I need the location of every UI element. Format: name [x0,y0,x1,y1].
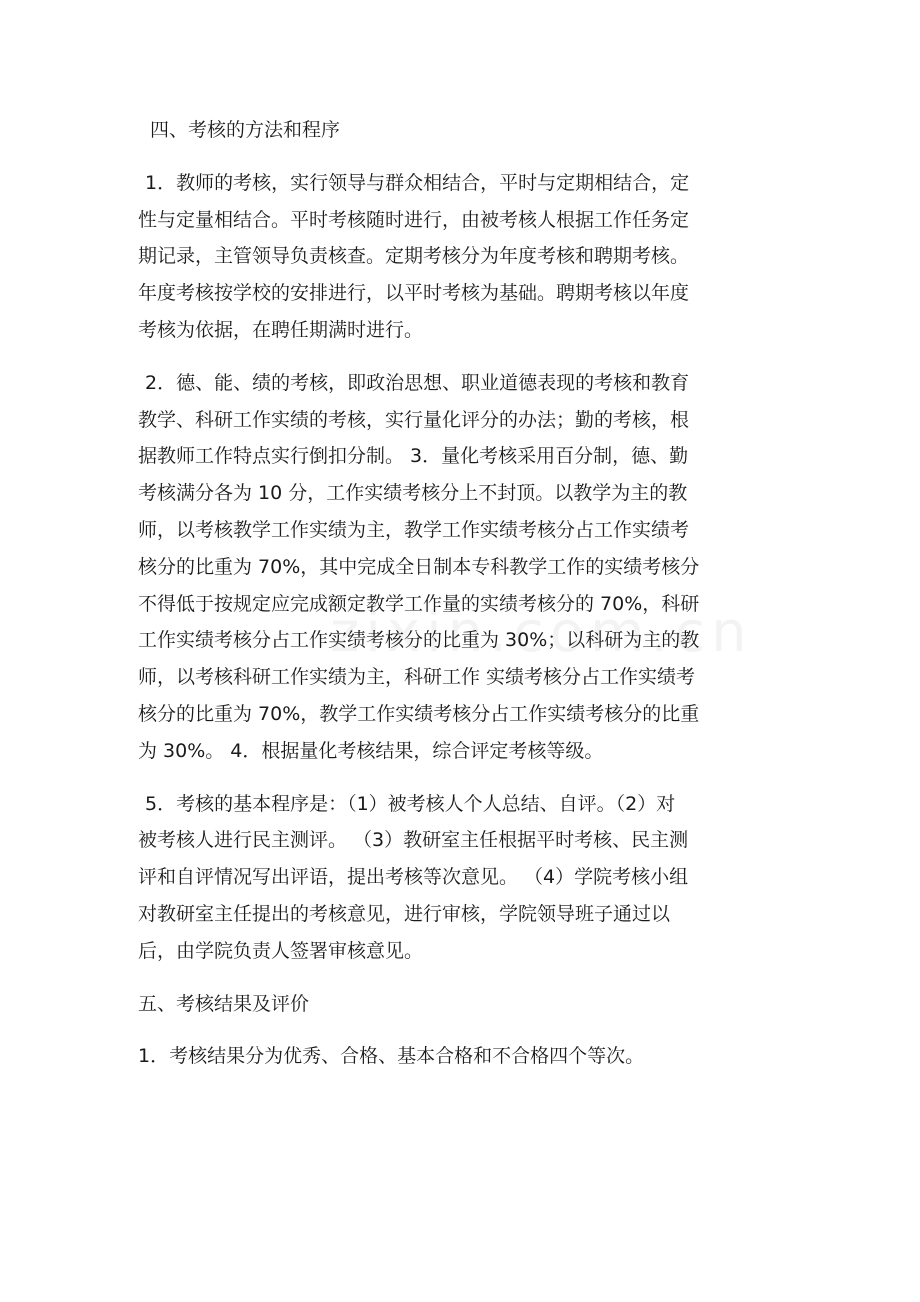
text-line: 对教研室主任提出的考核意见，进行审核，学院领导班子通过以 [138,902,671,925]
text-line: 教学、科研工作实绩的考核，实行量化评分的办法；勤的考核，根 [138,408,690,431]
text-line: 性与定量相结合。平时考核随时进行，由被考核人根据工作任务定 [138,208,690,231]
document-body [138,112,788,1075]
text-line: 期记录，主管领导负责核查。定期考核分为年度考核和聘期考核。 [138,245,690,268]
text-line: 核分的比重为 70%，教学工作实绩考核分占工作实绩考核分的比重 [138,702,700,725]
text-line: 考核满分各为 10 分，工作实绩考核分上不封顶。以教学为主的教 [138,482,688,505]
section-heading-5: 五、考核结果及评价 [138,992,310,1015]
text-line: 工作实绩考核分占工作实绩考核分的比重为 30%；以科研为主的教 [138,629,700,652]
text-line: 核分的比重为 70%，其中完成全日制本专科教学工作的实绩考核分 [138,555,700,578]
text-line: 评和自评情况写出评语，提出考核等次意见。 （4）学院考核小组 [138,866,689,889]
text-line: 2．德、能、绩的考核，即政治思想、职业道德表现的考核和教育 [145,371,690,394]
text-line: 据教师工作特点实行倒扣分制。 3．量化考核采用百分制，德、勤 [138,445,689,468]
text-line: 1．教师的考核，实行领导与群众相结合，平时与定期相结合，定 [145,171,690,194]
text-line: 1．考核结果分为优秀、合格、基本合格和不合格四个等次。 [138,1045,645,1068]
paragraph-4 [138,1038,788,1075]
text-line: 5．考核的基本程序是：（1）被考核人个人总结、自评。（2）对 [145,792,676,815]
paragraph-3 [138,786,788,970]
text-line: 不得低于按规定应完成额定教学工作量的实绩考核分的 70%，科研 [138,592,700,615]
text-line: 年度考核按学校的安排进行，以平时考核为基础。聘期考核以年度 [138,282,690,305]
text-line: 后，由学院负责人签署审核意见。 [138,939,424,962]
text-line: 为 30%。 4．根据量化考核结果，综合评定考核等级。 [138,739,604,762]
text-line: 师，以考核科研工作实绩为主，科研工作 实绩考核分占工作实绩考 [138,666,696,689]
paragraph-2 [138,365,788,770]
section-heading-4: 四、考核的方法和程序 [150,119,341,141]
text-line: 考核为依据，在聘任期满时进行。 [138,318,424,341]
paragraph-1 [138,165,788,349]
text-line: 师，以考核教学工作实绩为主，教学工作实绩考核分占工作实绩考 [138,518,690,541]
text-line: 被考核人进行民主测评。 （3）教研室主任根据平时考核、民主测 [138,829,689,852]
